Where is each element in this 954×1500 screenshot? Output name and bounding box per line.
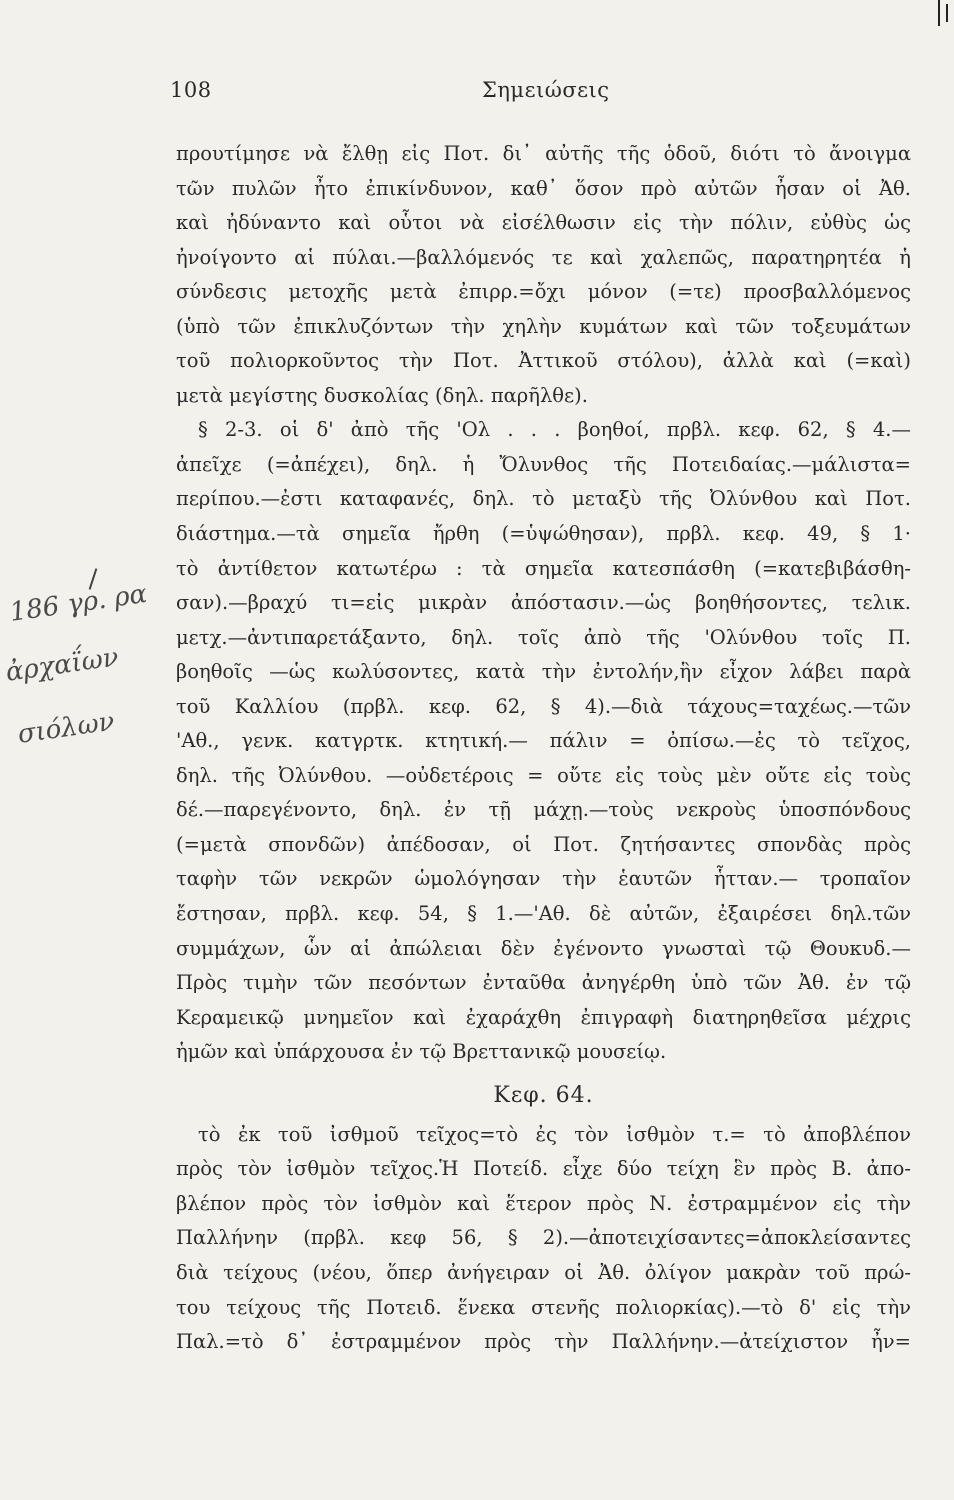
body-text <box>176 137 911 1360</box>
running-title: Σημειώσεις <box>482 78 610 102</box>
text-line: τοῦ πολιορκοῦντος τὴν Ποτ. Ἀττικοῦ στόλου), ἀλλὰ καὶ (=καὶ) <box>176 349 911 373</box>
text-line: Παλ.=τὸ δ᾽ ἐστραμμένον πρὸς τὴν Παλλήνην.—ἀτείχιστον ἦν= <box>176 1330 911 1354</box>
text-line: πρὸς τὸν ἰσθμὸν τεῖχος.Ἡ Ποτείδ. εἶχε δύο τείχη ἓν πρὸς Β. ἀπο- <box>176 1157 911 1181</box>
text-line: τῶν πυλῶν ἦτο ἐπικίνδυνον, καθ᾽ ὅσον πρὸ αὐτῶν ἦσαν οἱ Ἀθ. <box>176 176 911 200</box>
text-line: μετχ.—ἀντιπαρετάξαντο, δηλ. τοῖς ἀπὸ τῆς 'Ολύνθου τοῖς Π. <box>176 625 911 649</box>
text-line: σύνδεσις μετοχῆς μετὰ ἐπιρρ.=ὄχι μόνον (=τε) προσβαλλόμενος <box>176 280 911 304</box>
text-line: § 2-3. οἱ δ' ἀπὸ τῆς 'Ολ . . . βοηθοί, πρβλ. κεφ. 62, § 4.— <box>198 418 911 442</box>
chapter-heading: Κεφ. 64. <box>493 1082 594 1108</box>
text-line: (ὑπὸ τῶν ἐπικλυζόντων τὴν χηλὴν κυμάτων καὶ τῶν τοξευμάτων <box>176 314 911 338</box>
text-line: δηλ. τῆς Ὀλύνθου. —οὐδετέροις = οὔτε εἰς τοὺς μὲν οὔτε εἰς τοὺς <box>176 763 911 787</box>
text-line: ἀπεῖχε (=ἀπέχει), δηλ. ἡ Ὄλυνθος τῆς Ποτειδαίας.—μάλιστα= <box>176 452 911 476</box>
margin-note-line: ἀρχαΐων <box>3 642 121 688</box>
text-line: σαν).—βραχύ τι=εἰς μικρὰν ἀπόστασιν.—ὡς βοηθήσοντες, τελικ. <box>176 591 911 615</box>
text-line: προυτίμησε νὰ ἔλθῃ εἰς Ποτ. δι᾽ αὐτῆς τῆς ὁδοῦ, διότι τὸ ἄνοιγμα <box>176 142 911 165</box>
text-line: διάστημα.—τὰ σημεῖα ἤρθη (=ὑψώθησαν), πρβλ. κεφ. 49, § 1· <box>176 522 911 546</box>
text-line: καὶ ἠδύναντο καὶ οὗτοι νὰ εἰσέλθωσιν εἰς τὴν πόλιν, εὐθὺς ὡς <box>176 211 911 235</box>
margin-note-line: 186 γρ. ρα <box>7 578 149 628</box>
handwritten-margin-note <box>3 578 154 776</box>
text-line: διὰ τείχους (νέου, ὅπερ ἀνήγειραν οἱ Ἀθ. ὀλίγον μακρὰν τοῦ πρώ- <box>176 1260 911 1284</box>
text-line: τὸ ἐκ τοῦ ἰσθμοῦ τεῖχος=τὸ ἐς τὸν ἰσθμὸν τ.= τὸ ἀποβλέπον <box>198 1122 911 1146</box>
text-line: τὸ ἀντίθετον κατωτέρω : τὰ σημεῖα κατεσπάσθη (=κατεβιβάσθη- <box>176 556 911 580</box>
text-line: του τείχους τῆς Ποτειδ. ἕνεκα στενῆς πολιορκίας).—τὸ δ' εἰς τὴν <box>176 1295 911 1319</box>
text-line: Παλλήνην (πρβλ. κεφ 56, § 2).—ἀποτειχίσαντες=ἀποκλείσαντες <box>176 1226 911 1250</box>
text-line: τοῦ Καλλίου (πρβλ. κεφ. 62, § 4).—διὰ τάχους=ταχέως.—τῶν <box>176 694 911 718</box>
text-line: βοηθοῖς —ὡς κωλύσοντες, κατὰ τὴν ἐντολήν,ἣν εἶχον λάβει παρὰ <box>176 660 911 684</box>
text-line: συμμάχων, ὧν αἱ ἀπώλειαι δὲν ἐγένοντο γνωσταὶ τῷ Θουκυδ.— <box>176 936 911 960</box>
running-head <box>170 78 910 108</box>
text-line: (=μετὰ σπονδῶν) ἀπέδοσαν, οἱ Ποτ. ζητήσαντες σπονδὰς πρὸς <box>176 832 911 856</box>
page-number: 108 <box>170 78 212 102</box>
text-line: 'Αθ., γενκ. κατγρτκ. κτητική.— πάλιν = ὀπίσω.—ἐς τὸ τεῖχος, <box>176 729 911 753</box>
corner-mark <box>946 4 948 22</box>
text-line: Κεραμεικῷ μνημεῖον καὶ ἐχαράχθη ἐπιγραφὴ διατηρηθεῖσα μέχρις <box>176 1005 911 1029</box>
text-line: ἠνοίγοντο αἱ πύλαι.—βαλλόμενός τε καὶ χαλεπῶς, παρατηρητέα ἡ <box>176 245 911 269</box>
text-line: ταφὴν τῶν νεκρῶν ὡμολόγησαν τὴν ἑαυτῶν ἧτταν.— τροπαῖον <box>176 867 911 891</box>
text-line: βλέπον πρὸς τὸν ἰσθμὸν καὶ ἕτερον πρὸς Ν. ἐστραμμένον εἰς τὴν <box>176 1191 911 1215</box>
text-line: περίπου.—ἐστι καταφανές, δηλ. τὸ μεταξὺ τῆς Ὀλύνθου καὶ Ποτ. <box>176 487 911 511</box>
text-line: ἔστησαν, πρβλ. κεφ. 54, § 1.—'Αθ. δὲ αὐτῶν, ἐξαιρέσει δηλ.τῶν <box>176 902 911 926</box>
corner-mark <box>938 0 940 26</box>
text-line: Πρὸς τιμὴν τῶν πεσόντων ἐνταῦθα ἀνηγέρθη ὑπὸ τῶν Ἀθ. ἐν τῷ <box>176 971 911 995</box>
text-line: ἡμῶν καὶ ὑπάρχουσα ἐν τῷ Βρεττανικῷ μουσείῳ. <box>176 1040 667 1064</box>
text-line: μετὰ μεγίστης δυσκολίας (δηλ. παρῆλθε). <box>176 383 588 407</box>
text-line: δέ.—παρεγένοντο, δηλ. ἐν τῇ μάχῃ.—τοὺς νεκροὺς ὑποσπόνδους <box>176 798 911 822</box>
margin-note-line: σιόλων <box>15 706 117 750</box>
